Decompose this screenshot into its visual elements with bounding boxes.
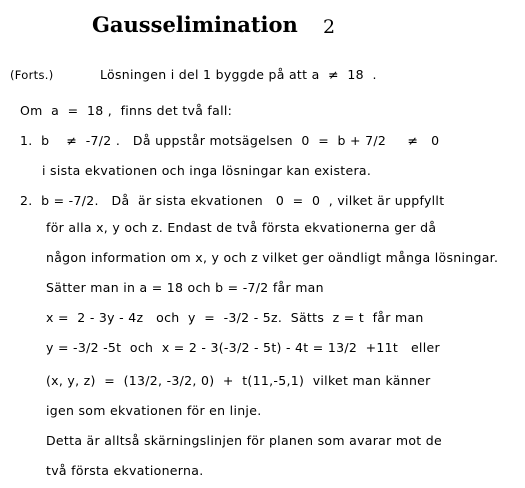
page-title: Gausselimination — [92, 12, 298, 37]
text-line-5: 2. b = -7/2. Då är sista ekvationen 0 = 0 , vilket är uppfyllt — [20, 193, 445, 208]
text-line-8: Sätter man in a = 18 och b = -7/2 får man — [46, 280, 324, 295]
text-line-14: två första ekvationerna. — [46, 463, 204, 478]
text-line-4: i sista ekvationen och inga lösningar kan existera. — [42, 163, 372, 178]
page-title-number: 2 — [323, 16, 336, 38]
text-line-10: y = -3/2 -5t och x = 2 - 3(-3/2 - 5t) - 4t = 13/2 +11t eller — [46, 340, 440, 355]
text-line-9: x = 2 - 3y - 4z och y = -3/2 - 5z. Sätts z = t får man — [46, 310, 424, 325]
text-line-3: 1. b ≠ -7/2 . Då uppstår motsägelsen 0 = b + 7/2 ≠ 0 — [20, 133, 440, 148]
text-line-2: Om a = 18 , finns det två fall: — [20, 103, 233, 118]
text-line-12: igen som ekvationen för en linje. — [46, 403, 262, 418]
text-line-6: för alla x, y och z. Endast de två första ekvationerna ger då — [46, 220, 437, 235]
text-line-1: Lösningen i del 1 byggde på att a ≠ 18 . — [100, 67, 377, 82]
text-line-13: Detta är alltså skärningslinjen för planen som avarar mot de — [46, 433, 442, 448]
forts-label: (Forts.) — [10, 68, 54, 82]
text-line-7: någon information om x, y och z vilket ger oändligt många lösningar. — [46, 250, 499, 265]
text-line-11: (x, y, z) = (13/2, -3/2, 0) + t(11,-5,1) vilket man känner — [46, 373, 431, 388]
